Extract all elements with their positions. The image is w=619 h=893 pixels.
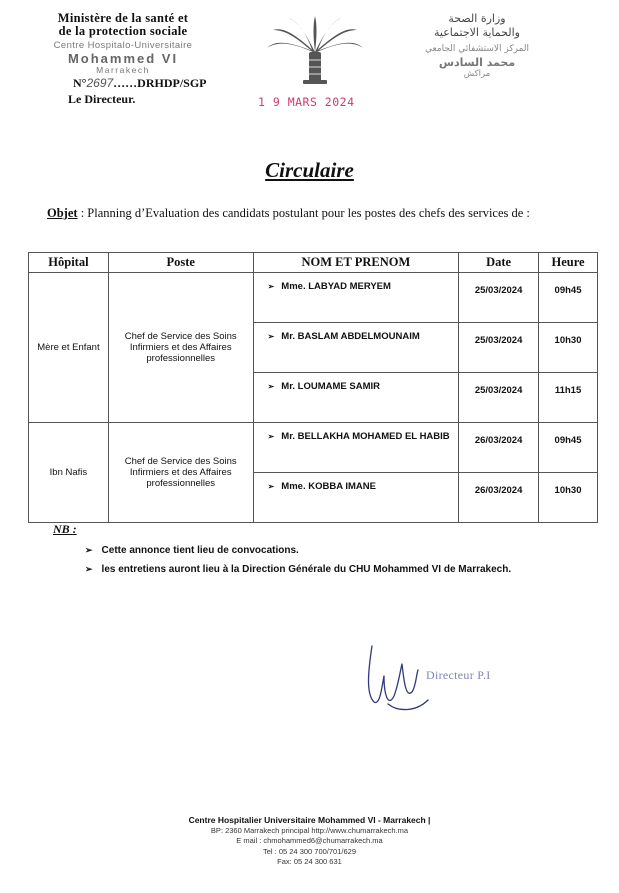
page-title: Circulaire: [265, 158, 354, 182]
chu-ar-line1: المركز الاستشفائي الجامعي: [424, 44, 530, 54]
chu-ar-line2: محمد السادس: [438, 56, 516, 69]
header-nom: NOM ET PRENOM: [253, 253, 459, 273]
header-poste: Poste: [108, 253, 253, 273]
footer-line1: Centre Hospitalier Universitaire Mohammed VI - Marrakech |: [188, 815, 431, 825]
footer-line2: BP: 2360 Marrakech principal http://www.chumarrakech.ma: [210, 825, 409, 835]
list-item: ➢ Cette annonce tient lieu de convocations.: [85, 545, 299, 556]
candidate-name-cell: ➢ Mr. BASLAM ABDELMOUNAIM: [253, 323, 459, 373]
chu-line1: Centre Hospitalo-Universitaire: [53, 40, 193, 51]
reference-handwritten-number: 2697: [86, 76, 114, 90]
candidate-name-cell: ➢ Mr. LOUMAME SAMIR: [253, 373, 459, 423]
time-cell: 09h45: [539, 273, 598, 323]
nb-label: NB :: [53, 522, 77, 536]
date-cell: 25/03/2024: [459, 273, 539, 323]
arrow-bullet-icon: ➢: [267, 382, 275, 391]
hospital-cell: Mère et Enfant: [29, 273, 109, 423]
reference-number: N°2697……DRHDP/SGP: [73, 76, 207, 90]
header-ministry-fr: [18, 12, 228, 75]
chu-ar-city: مراكش: [463, 69, 491, 79]
chu-city: Marrakech: [96, 65, 150, 75]
table-row: [29, 423, 598, 473]
header-ministry-ar: [392, 12, 562, 80]
arrow-bullet-icon: ➢: [267, 282, 275, 291]
arrow-bullet-icon: ➢: [267, 332, 275, 341]
signature-stamp-title: Directeur P.I: [426, 668, 491, 682]
date-cell: 25/03/2024: [459, 373, 539, 423]
ministry-line1: Ministère de la santé et: [57, 11, 189, 25]
chu-line2: Mohammed VI: [67, 51, 179, 66]
time-cell: 11h15: [539, 373, 598, 423]
header-heure: Heure: [539, 253, 598, 273]
objet-text: : Planning d’Evaluation des candidats postulant pour les postes des chefs des services de :: [77, 206, 530, 220]
footer-line3: E mail : chmohammed6@chumarrakech.ma: [236, 836, 383, 845]
date-cell: 26/03/2024: [459, 423, 539, 473]
header-hopital: Hôpital: [29, 253, 109, 273]
time-cell: 10h30: [539, 323, 598, 373]
time-cell: 09h45: [539, 423, 598, 473]
palm-emblem-icon: [265, 14, 365, 86]
candidate-name-cell: ➢ Mme. KOBBA IMANE: [253, 473, 459, 523]
footer-line5: Fax: 05 24 300 631: [277, 857, 342, 866]
candidate-name-cell: ➢ Mr. BELLAKHA MOHAMED EL HABIB: [253, 423, 459, 473]
table-header-row: [29, 253, 598, 273]
schedule-table: [28, 252, 598, 523]
header-date: Date: [459, 253, 539, 273]
table-row: [29, 273, 598, 323]
date-cell: 26/03/2024: [459, 473, 539, 523]
arrow-bullet-icon: ➢: [85, 545, 93, 555]
time-cell: 10h30: [539, 473, 598, 523]
footer: [0, 815, 619, 868]
candidate-name-cell: ➢ Mme. LABYAD MERYEM: [253, 273, 459, 323]
ministry-ar-line1: وزارة الصحة: [448, 12, 506, 25]
date-stamp: 1 9 MARS 2024: [258, 95, 355, 109]
list-item: ➢ les entretiens auront lieu à la Direction Générale du CHU Mohammed VI de Marrakech.: [85, 564, 512, 575]
poste-cell: Chef de Service des Soins Infirmiers et des Affaires professionnelles: [108, 423, 253, 523]
arrow-bullet-icon: ➢: [267, 432, 275, 441]
arrow-bullet-icon: ➢: [267, 482, 275, 491]
ministry-ar-line2: والحماية الاجتماعية: [434, 26, 520, 39]
poste-cell: Chef de Service des Soins Infirmiers et des Affaires professionnelles: [108, 273, 253, 423]
footer-line4: Tel : 05 24 300 700/701/629: [263, 846, 356, 856]
objet-label: Objet: [47, 206, 78, 220]
signatory-label: Le Directeur.: [68, 92, 136, 106]
hospital-cell: Ibn Nafis: [29, 423, 109, 523]
ministry-line2: de la protection sociale: [58, 24, 188, 38]
arrow-bullet-icon: ➢: [85, 564, 93, 574]
objet-line: [47, 206, 530, 221]
date-cell: 25/03/2024: [459, 323, 539, 373]
